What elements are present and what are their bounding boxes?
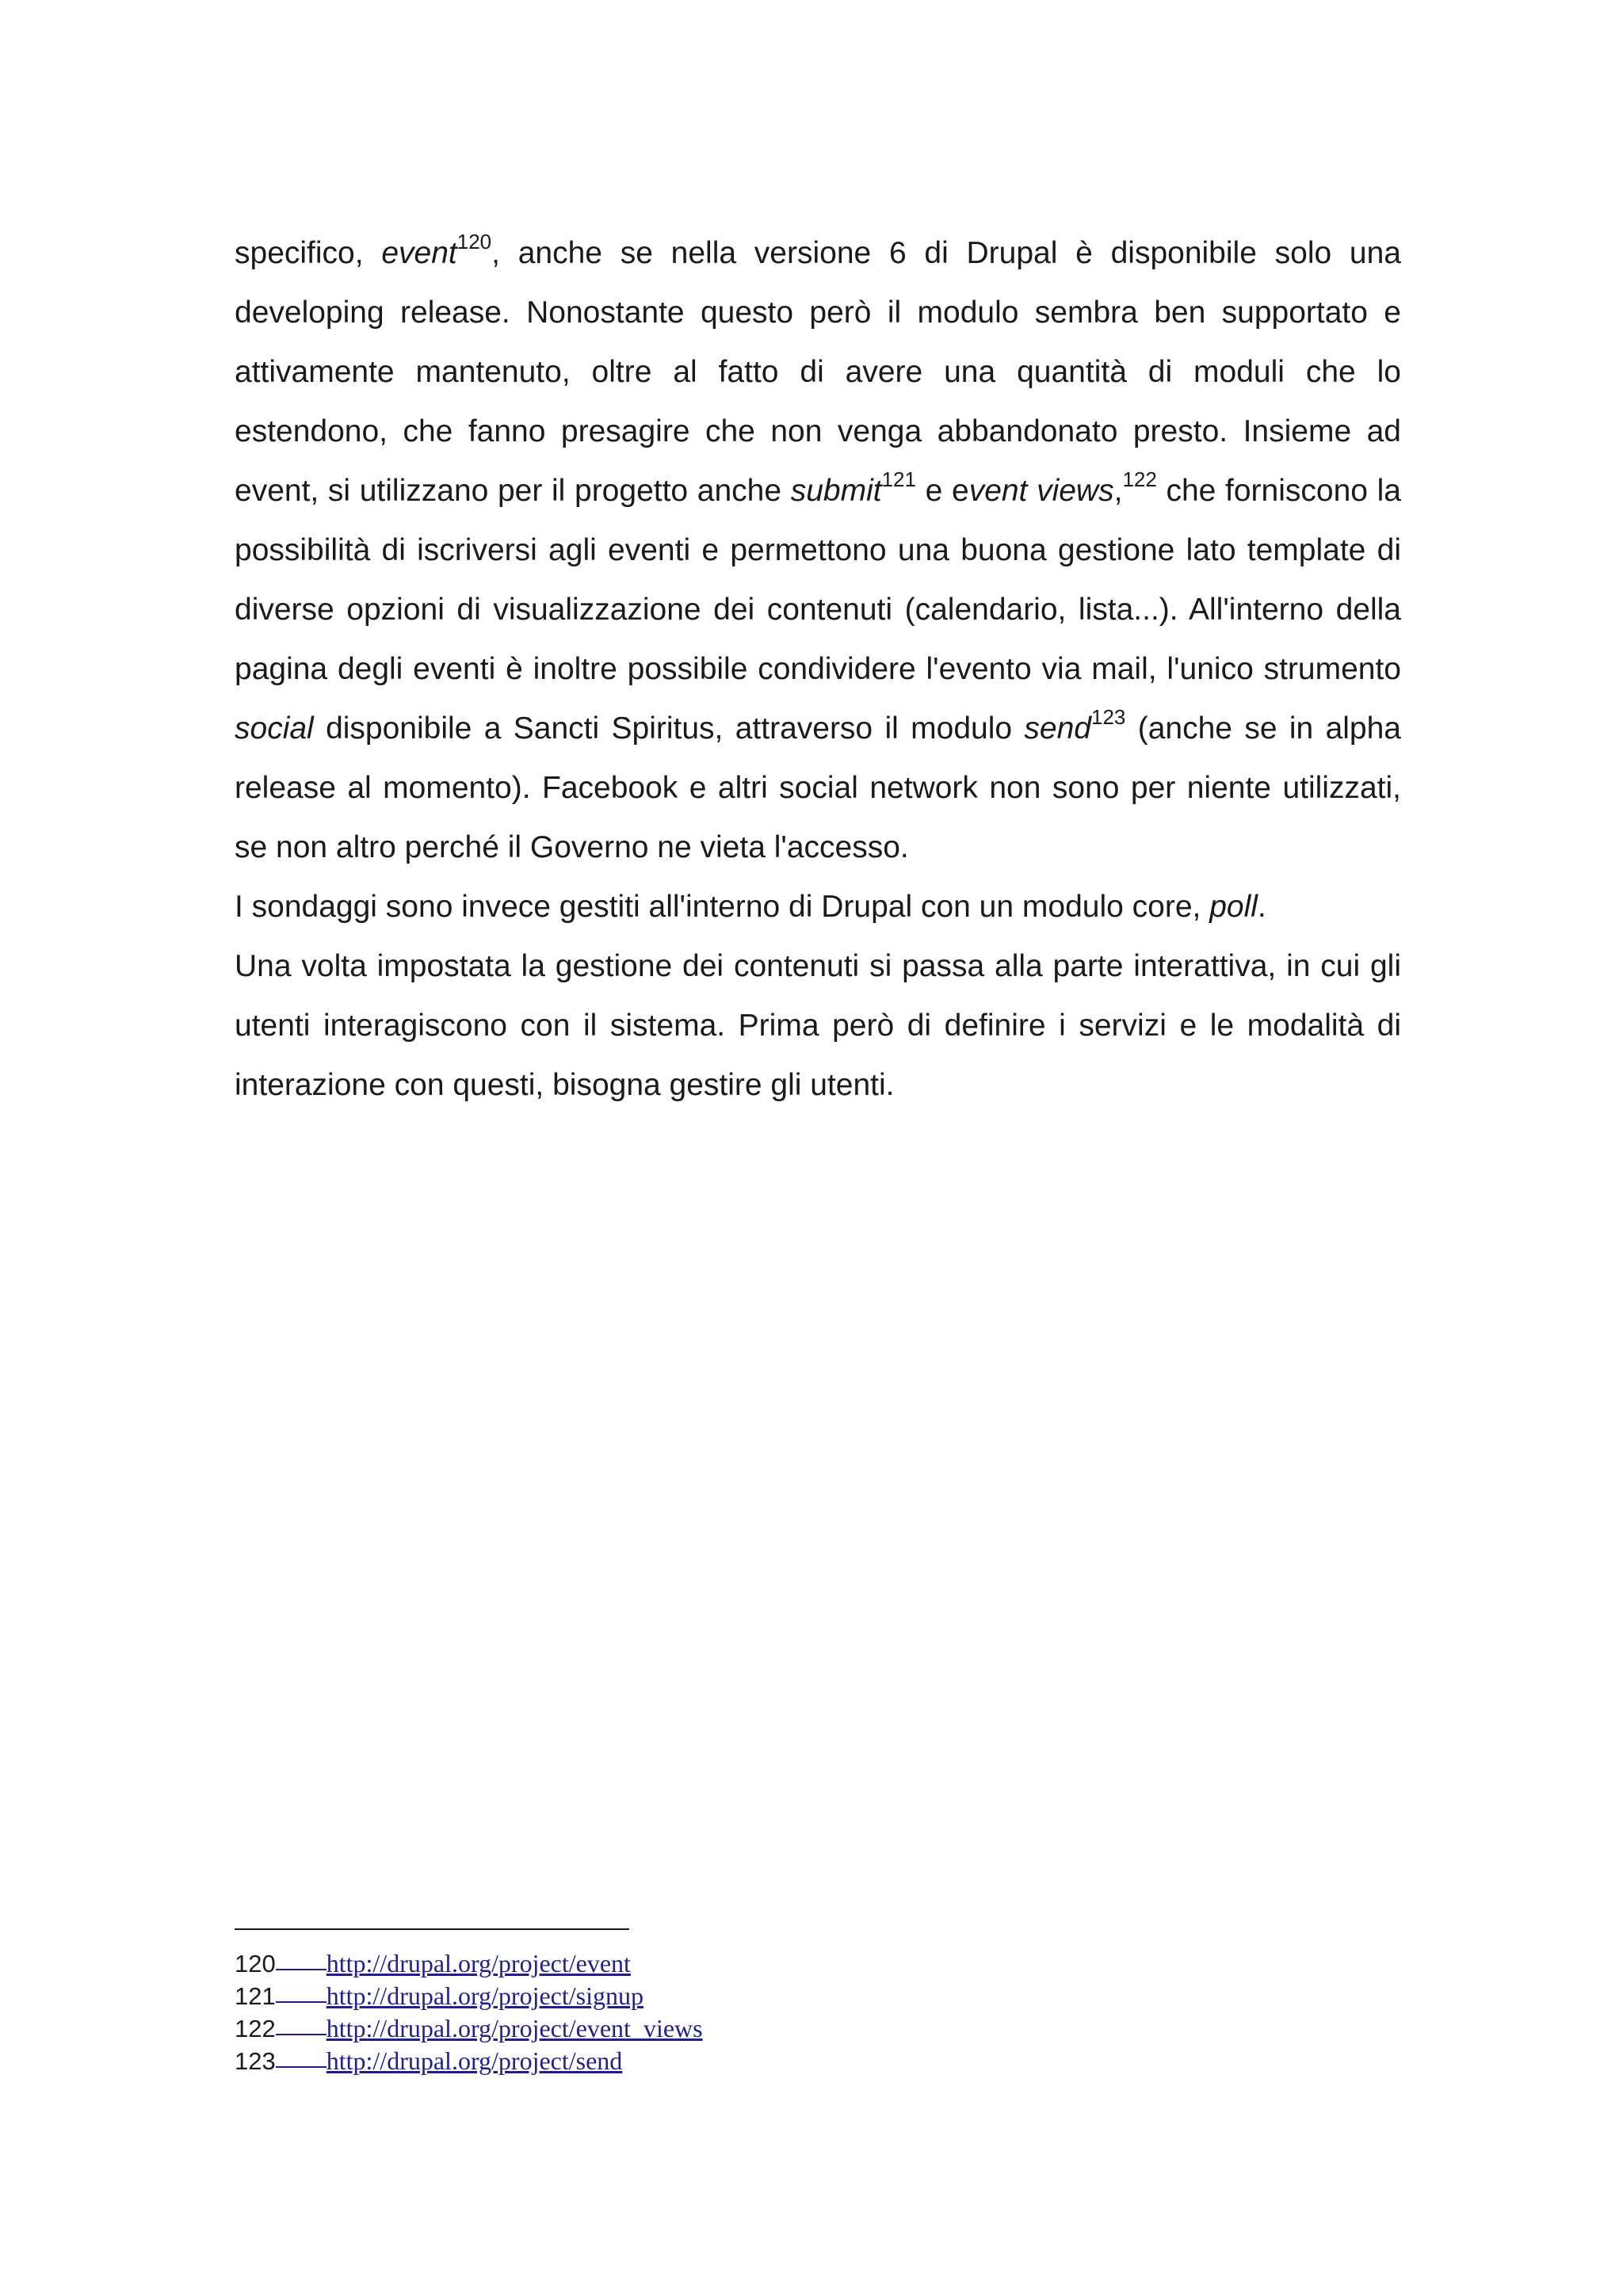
body-text <box>235 223 1401 1115</box>
footnote-121 <box>235 1980 703 2012</box>
footnote-number: 122 <box>235 2015 276 2042</box>
module-name-send: send <box>1024 711 1091 746</box>
module-name-submit: submit <box>790 474 882 508</box>
module-name-event-views: vent views <box>968 474 1114 508</box>
paragraph-interaction: Una volta impostata la gestione dei contenuti si passa alla parte interattiva, in cui gli utenti interagiscono con il sistema. Prima però di definire i servizi e le modalità di interazione con questi, bisogna gestire gli utenti. <box>235 949 1401 1102</box>
footnote-link[interactable]: http://drupal.org/project/send <box>276 2045 623 2077</box>
footnotes <box>235 1947 703 2077</box>
term-social: social <box>235 711 314 746</box>
paragraph-polls: I sondaggi sono invece gestiti all'interno di Drupal con un modulo core, poll. <box>235 890 1266 924</box>
footnote-number: 121 <box>235 1982 276 2010</box>
footnote-ref-123[interactable]: 123 <box>1091 705 1126 729</box>
footnote-ref-122[interactable]: 122 <box>1122 467 1157 491</box>
footnote-number: 120 <box>235 1950 276 1978</box>
footnote-number: 123 <box>235 2047 276 2075</box>
footnote-link[interactable]: http://drupal.org/project/event <box>276 1947 631 1980</box>
paragraph-events: specifico, event$^{120}$, anche se nella versione 6 di Drupal è disponibile solo una developing release. Nonostante questo però il modulo sembra ben supportato e attivamente mantenuto, oltre al fatto di avere una quantità di moduli che lo estendono, che fanno presagire che non venga abbandonato presto. Insieme ad event, si utilizzano per il progetto anche submit$^{121}$ e event views,$^{122}$ che forniscono la possibilità di iscriversi agli eventi e permettono una buona gestione lato template di diverse opzioni di visualizzazione dei contenuti (calendario, lista...). All'interno della pagina degli eventi è inoltre possibile condividere l'evento via mail, l'unico strumento social disponibile a Sancti Spiritus, attraverso il modulo send$^{123}$ (anche se in alpha release al momento). Facebook e altri social network non sono per niente utilizzati, se non altro perché il Governo ne vieta l'accesso. <box>235 230 1402 864</box>
footnote-link[interactable]: http://drupal.org/project/signup <box>276 1980 643 2012</box>
footnote-ref-120[interactable]: 120 <box>456 230 492 254</box>
module-name-poll: poll <box>1209 890 1258 924</box>
module-name-event: event <box>381 236 457 270</box>
footnote-120 <box>235 1947 703 1980</box>
footnote-122 <box>235 2012 703 2045</box>
footnote-link[interactable]: http://drupal.org/project/event_views <box>276 2012 703 2045</box>
footnote-separator <box>235 1928 629 1930</box>
footnote-123 <box>235 2045 703 2077</box>
footnote-ref-121[interactable]: 121 <box>881 467 916 491</box>
